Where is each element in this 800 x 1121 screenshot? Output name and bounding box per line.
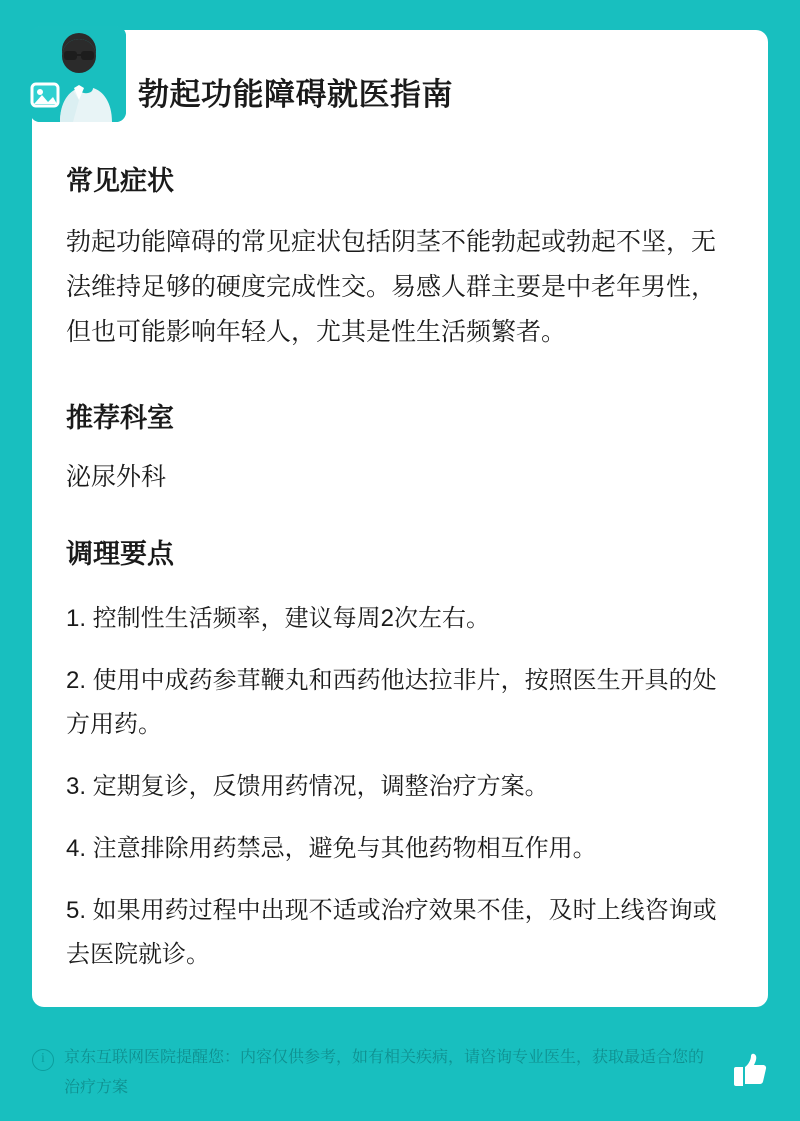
thumbs-up-icon[interactable] — [730, 1051, 768, 1094]
list-item: 1. 控制性生活频率，建议每周2次左右。 — [66, 605, 491, 632]
list-item: 5. 如果用药过程中出现不适或治疗效果不佳，及时上线咨询或去医院就诊。 — [66, 897, 717, 968]
page-title: 勃起功能障碍就医指南 — [138, 77, 453, 112]
section-text-symptoms: 勃起功能障碍的常见症状包括阴茎不能勃起或勃起不坚，无法维持足够的硬度完成性交。易感人群主要是中老年男性，但也可能影响年轻人，尤其是性生活频繁者。 — [66, 228, 717, 346]
section-heading-department: 推荐科室 — [66, 403, 174, 433]
section-text-department: 泌尿外科 — [66, 463, 167, 491]
disclaimer-text: 京东互联网医院提醒您：内容仅供参考，如有相关疾病，请咨询专业医生，获取最适合您的治疗方案 — [64, 1049, 705, 1096]
list-item: 2. 使用中成药参茸鞭丸和西药他达拉非片，按照医生开具的处方用药。 — [66, 667, 717, 738]
list-item: 3. 定期复诊，反馈用药情况，调整治疗方案。 — [66, 773, 549, 800]
content-card — [32, 30, 768, 1007]
person-avatar-icon — [30, 26, 126, 122]
footer-left — [32, 1043, 704, 1103]
care-points-list — [66, 597, 734, 977]
section-heading-care-points: 调理要点 — [66, 539, 174, 569]
footer — [32, 1043, 768, 1103]
section-heading-symptoms: 常见症状 — [66, 166, 174, 196]
info-circle-icon: i — [32, 1049, 54, 1071]
list-item: 4. 注意排除用药禁忌，避免与其他药物相互作用。 — [66, 835, 597, 862]
